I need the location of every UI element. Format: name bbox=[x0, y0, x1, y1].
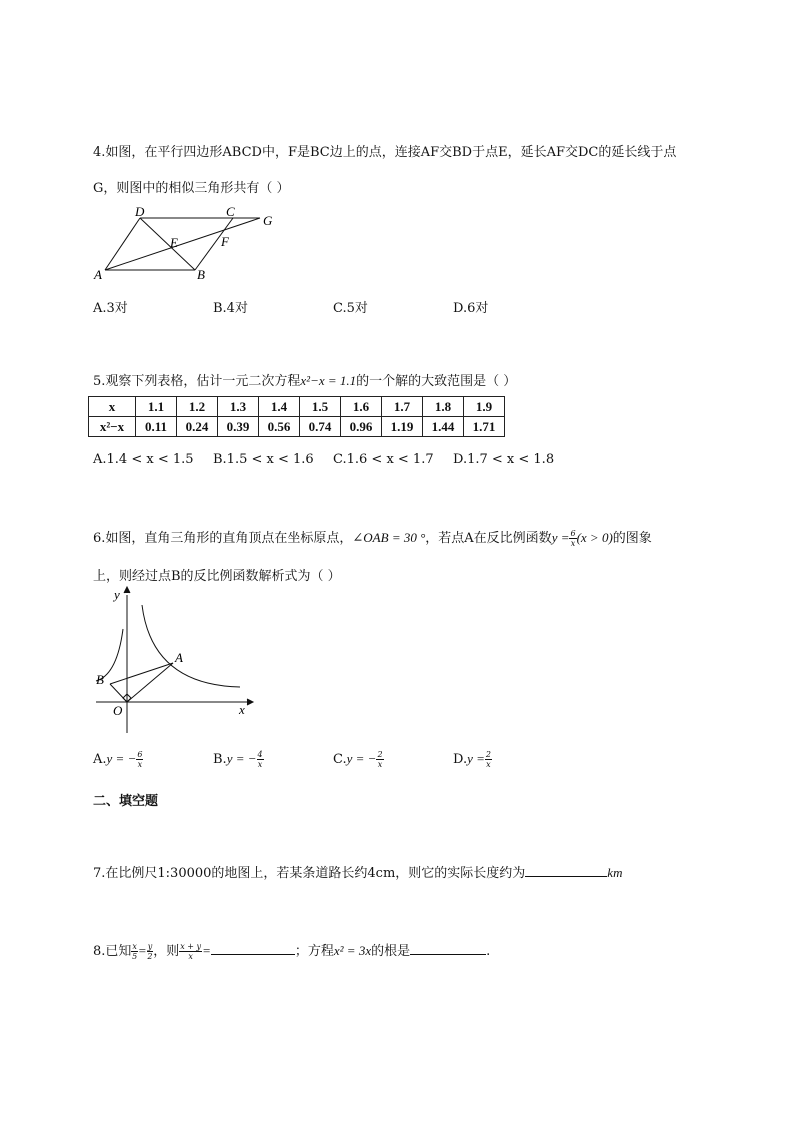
q4-text-line1: 4.如图，在平行四边形ABCD中，F是BC边上的点，连接AF交BD于点E，延长AF交DC的延长线于点 bbox=[93, 145, 677, 160]
q4-parallelogram-figure bbox=[88, 203, 288, 283]
label-o: O bbox=[113, 703, 123, 718]
q8-answer-blank-2 bbox=[410, 954, 486, 955]
label-g: G bbox=[263, 213, 273, 228]
q6-option-c: C.y = − $\frac{2}{x}$ bbox=[333, 750, 383, 769]
label-f: F bbox=[221, 234, 229, 249]
q8-answer-blank-1 bbox=[211, 954, 295, 955]
q6-function-fraction: $\frac{6}{x}$ bbox=[570, 529, 576, 548]
q6-option-d: D.y = $\frac{2}{x}$ bbox=[453, 750, 491, 769]
q5-equation: x²−x = 1.1 bbox=[300, 373, 357, 388]
table-header-f: x²−x bbox=[89, 417, 136, 437]
label-e: E bbox=[170, 235, 178, 250]
label-a: A bbox=[94, 267, 102, 282]
q6-text-line2: 上，则经过点B的反比例函数解析式为（ ） bbox=[93, 569, 341, 584]
q4-option-a: A.3对 bbox=[93, 301, 128, 316]
q6-function: y = bbox=[551, 530, 570, 545]
table-row-f: x²−x 0.11 0.24 0.39 0.56 0.74 0.96 1.19 1.44 1.71 bbox=[89, 417, 505, 437]
label-x-axis: x bbox=[239, 702, 245, 717]
label-a: A bbox=[175, 650, 183, 665]
q6-option-b: B.y = − $\frac{4}{x}$ bbox=[213, 750, 263, 769]
q6-angle: ∠OAB = 30 ° bbox=[352, 530, 426, 545]
q4-option-d: D.6对 bbox=[453, 301, 489, 316]
q6-graph-figure bbox=[90, 585, 255, 735]
section-title: 二、填空题 bbox=[93, 794, 159, 809]
q4-option-c: C.5对 bbox=[333, 301, 368, 316]
table-row-x: x 1.1 1.2 1.3 1.4 1.5 1.6 1.7 1.8 1.9 bbox=[89, 397, 505, 417]
q5-value-table bbox=[88, 396, 505, 437]
q5-option-d: D.1.7 < x < 1.8 bbox=[453, 452, 555, 467]
label-b: B bbox=[96, 672, 104, 687]
q5-option-b: B.1.5 < x < 1.6 bbox=[213, 452, 314, 467]
label-d: D bbox=[135, 204, 145, 219]
q6-text-line1: 6.如图，直角三角形的直角顶点在坐标原点，∠OAB = 30 °，若点A在反比例函数y = $\frac{6}{x}$ (x > 0)的图象 bbox=[93, 529, 652, 548]
table-header-x: x bbox=[89, 397, 136, 417]
q7-text: 7.在比例尺1:30000的地图上，若某条道路长约4cm，则它的实际长度约为 km bbox=[93, 865, 623, 881]
q4-option-b: B.4对 bbox=[213, 301, 248, 316]
label-c: C bbox=[226, 204, 235, 219]
q5-option-a: A.1.4 < x < 1.5 bbox=[93, 452, 194, 467]
label-y-axis: y bbox=[114, 587, 120, 602]
q6-option-a: A.y = − $\frac{6}{x}$ bbox=[93, 750, 143, 769]
q5-option-c: C.1.6 < x < 1.7 bbox=[333, 452, 434, 467]
q7-answer-blank bbox=[525, 876, 607, 877]
q8-text: 8.已知 $\frac{x}{5}$ = $\frac{y}{2}$ ，则 $\frac{x + y}{x}$ = ；方程x² = 3x的根是 . bbox=[93, 942, 491, 961]
q5-text: 5.观察下列表格，估计一元二次方程x²−x = 1.1的一个解的大致范围是（ ） bbox=[93, 373, 517, 389]
q4-text-line2: G，则图中的相似三角形共有（ ） bbox=[93, 181, 290, 196]
label-b: B bbox=[197, 267, 205, 282]
